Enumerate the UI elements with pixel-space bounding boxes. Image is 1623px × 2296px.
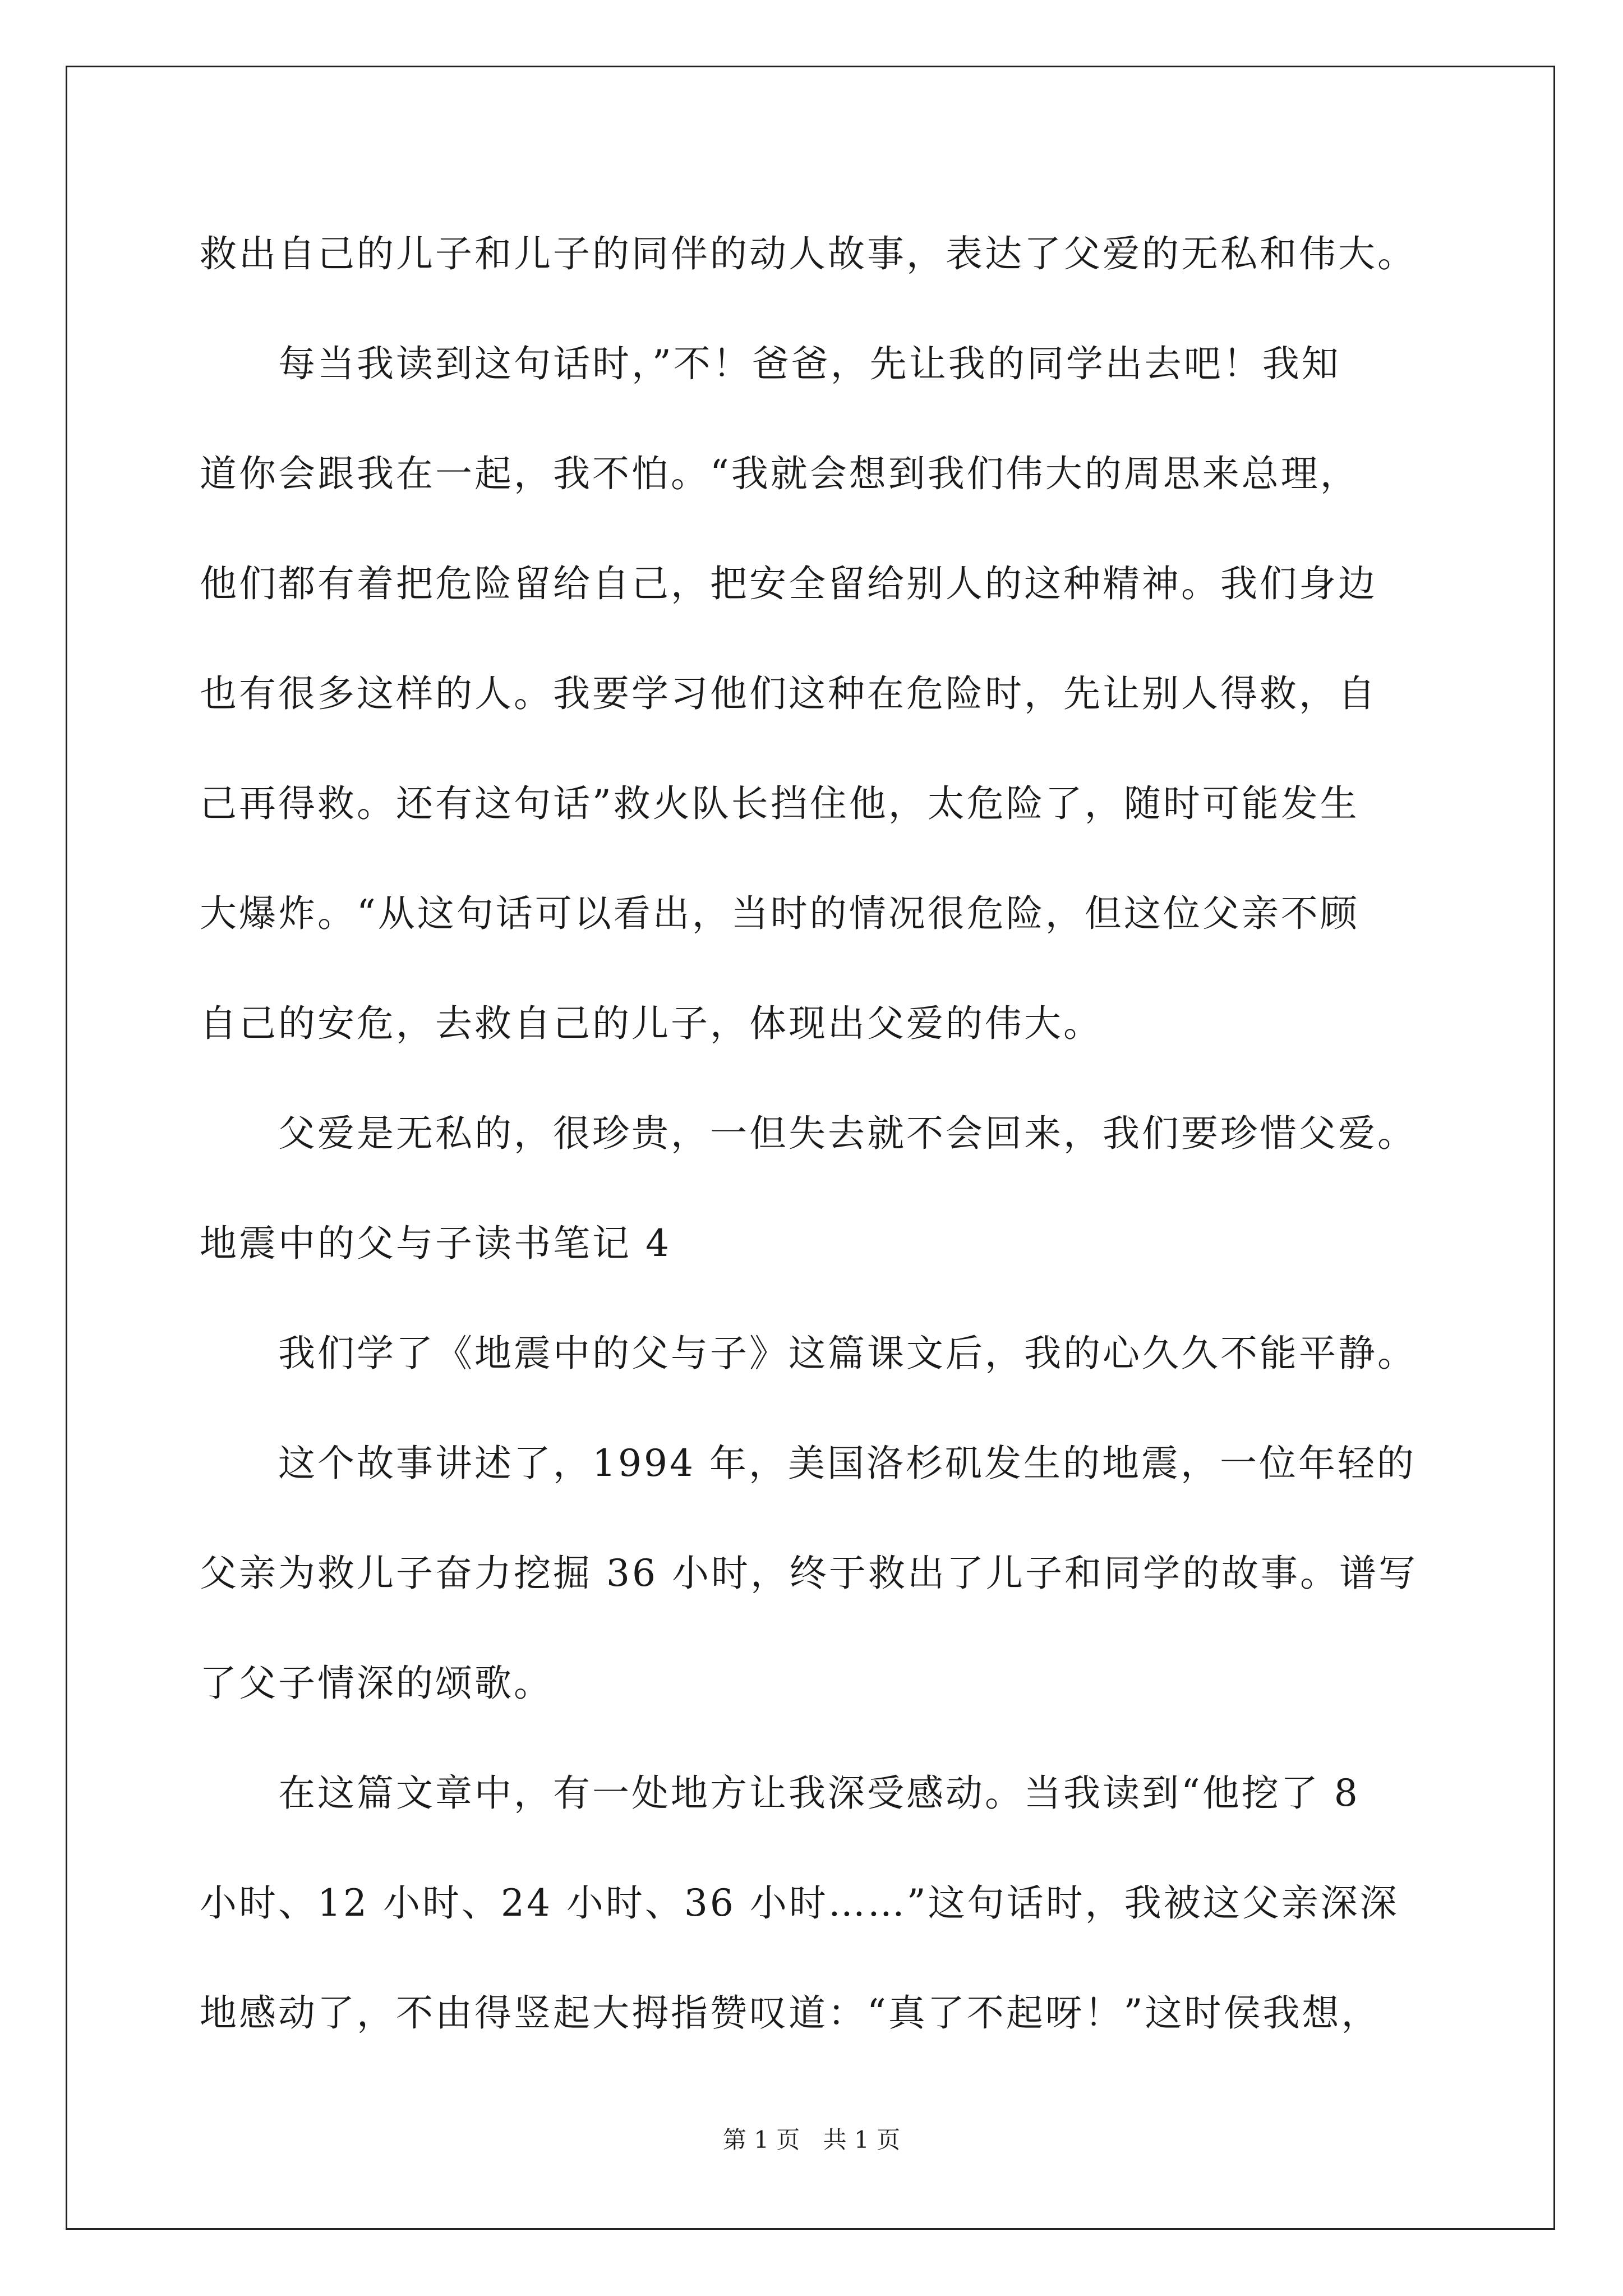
text-line: 父爱是无私的，很珍贵，一但失去就不会回来，我们要珍惜父爱。: [200, 1112, 1417, 1155]
text-line: 我们学了《地震中的父与子》这篇课文后，我的心久久不能平静。: [200, 1332, 1417, 1375]
text-line: 他们都有着把危险留给自己，把安全留给别人的这种精神。我们身边: [200, 562, 1377, 605]
text-line: 小时、12 小时、24 小时、36 小时……”这句话时，我被这父亲深深: [200, 1881, 1399, 1925]
text-line: 地感动了，不由得竖起大拇指赞叹道：“真了不起呀！”这时侯我想，: [200, 1991, 1381, 2035]
text-line: 道你会跟我在一起，我不怕。“我就会想到我们伟大的周思来总理，: [200, 452, 1359, 495]
text-line: 在这篇文章中，有一处地方让我深受感动。当我读到“他挖了 8: [200, 1772, 1360, 1815]
text-line: 大爆炸。“从这句话可以看出，当时的情况很危险，但这位父亲不顾: [200, 892, 1359, 935]
page-footer: [0, 2126, 1623, 2154]
text-line: 也有很多这样的人。我要学习他们这种在危险时，先让别人得救，自: [200, 672, 1377, 715]
section-heading: 地震中的父与子读书笔记 4: [200, 1222, 671, 1265]
text-line: 每当我读到这句话时，”不！爸爸，先让我的同学出去吧！我知: [200, 342, 1341, 385]
text-line: 了父子情深的颂歌。: [200, 1662, 553, 1705]
text-line: 自己的安危，去救自己的儿子，体现出父爱的伟大。: [200, 1002, 1103, 1045]
text-line: 己再得救。还有这句话”救火队长挡住他，太危险了，随时可能发生: [200, 782, 1359, 825]
page-number: 第 1 页: [722, 2126, 800, 2154]
text-line: 救出自己的儿子和儿子的同伴的动人故事，表达了父爱的无私和伟大。: [200, 232, 1417, 275]
page-total: 共 1 页: [823, 2126, 901, 2154]
text-line: 这个故事讲述了，1994 年，美国洛杉矶发生的地震，一位年轻的: [200, 1442, 1416, 1485]
text-line: 父亲为救儿子奋力挖掘 36 小时，终于救出了儿子和同学的故事。谱写: [200, 1552, 1418, 1595]
